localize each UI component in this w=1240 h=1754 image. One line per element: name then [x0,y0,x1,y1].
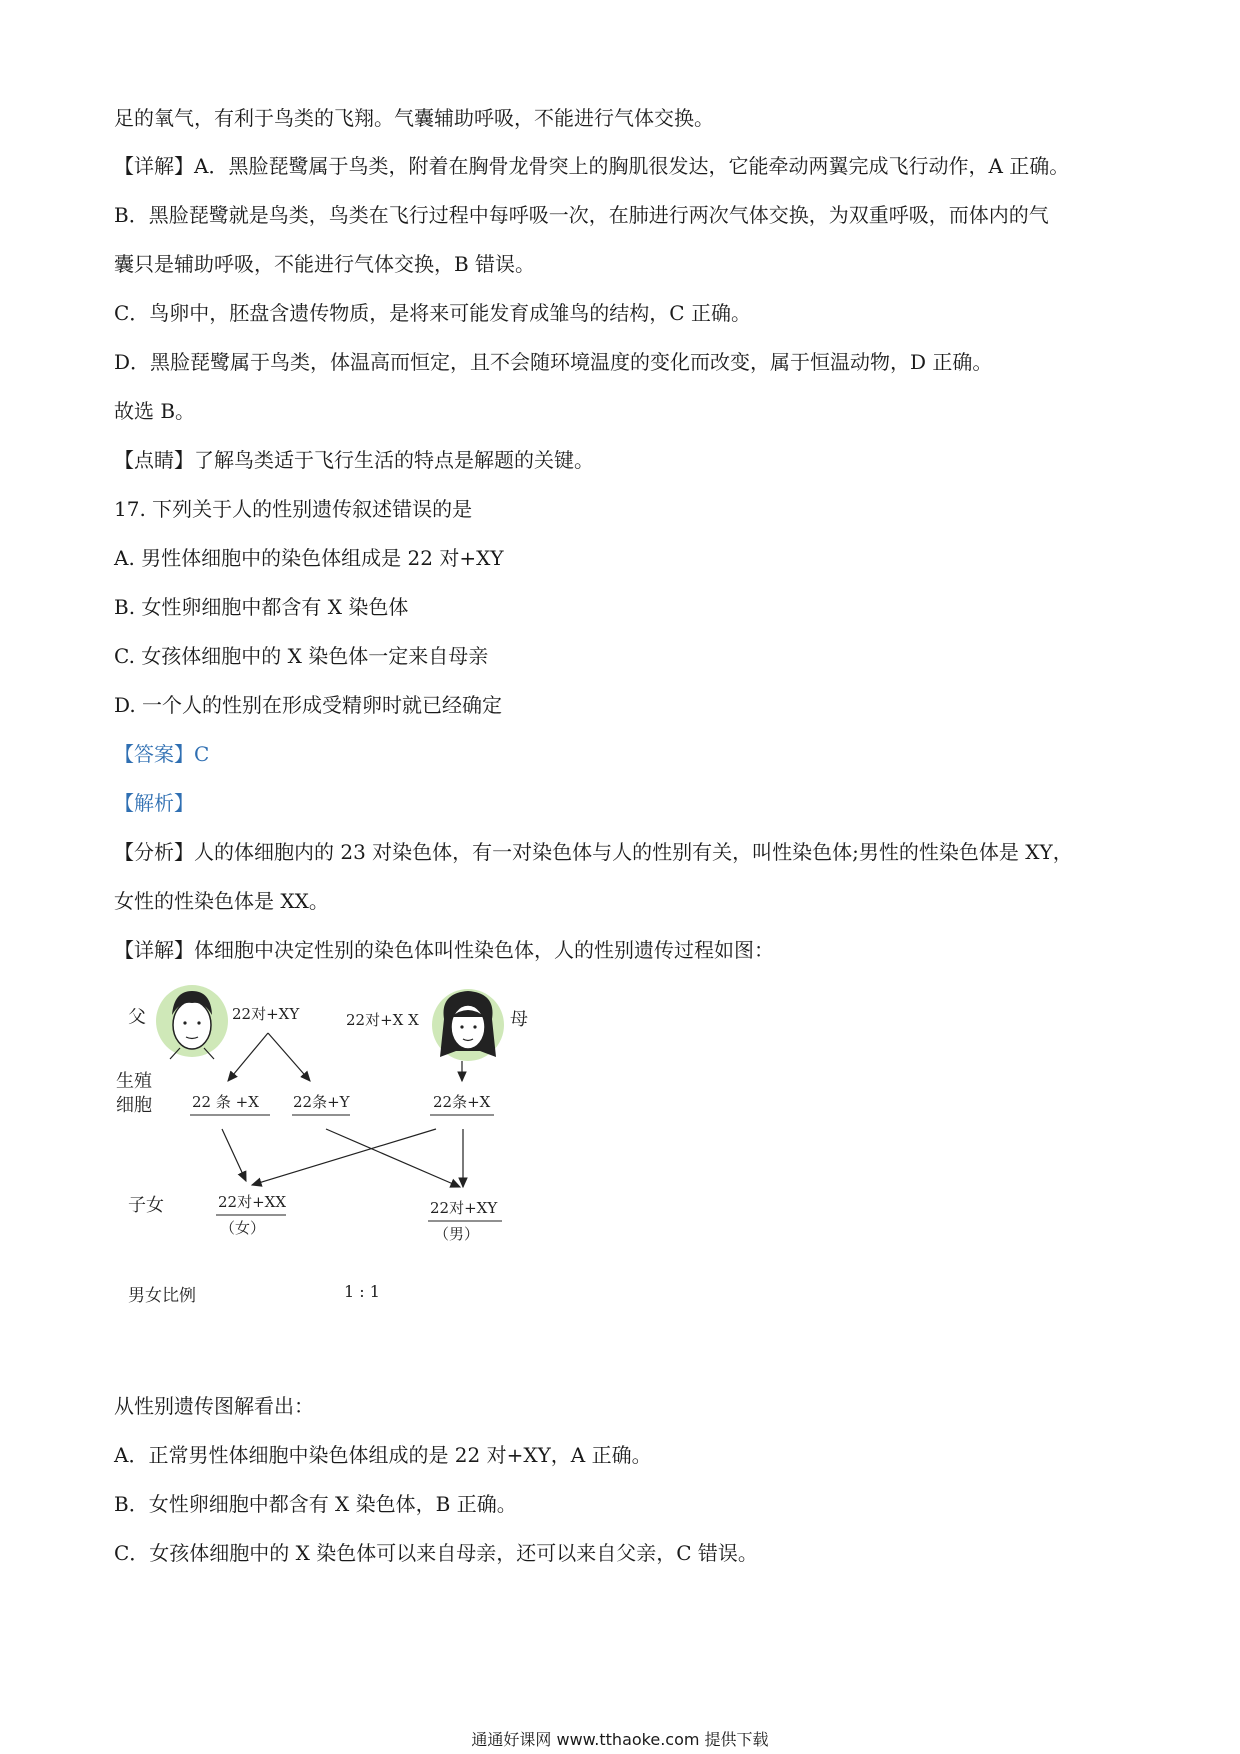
gamete-y-label: 22条+Y [293,1093,350,1111]
option-a: A. 男性体细胞中的染色体组成是 22 对+XY [114,546,504,570]
paragraph-line: 足的氧气，有利于鸟类的飞翔。气囊辅助呼吸，不能进行气体交换。 [114,106,714,130]
paragraph-line: 【详解】体细胞中决定性别的染色体叫性染色体，人的性别遗传过程如图： [114,938,774,962]
paragraph-line: 女性的性染色体是 XX。 [114,889,329,913]
father-portrait-icon [156,985,228,1059]
option-d: D. 一个人的性别在形成受精卵时就已经确定 [114,693,503,717]
germ-cell-label: 生殖 [116,1071,152,1092]
gamete-mother-label: 22条+X [433,1093,491,1111]
paragraph-line: A．正常男性体细胞中染色体组成的是 22 对+XY，A 正确。 [114,1443,652,1467]
paragraph-line: D．黑脸琵鹭属于鸟类，体温高而恒定，且不会随环境温度的变化而改变，属于恒温动物，D 正确。 [114,350,993,374]
option-b: B. 女性卵细胞中都含有 X 染色体 [114,595,409,619]
son-genotype: 22对+XY [430,1199,498,1217]
son-sex: （男） [434,1225,480,1243]
paragraph-line: B．女性卵细胞中都含有 X 染色体，B 正确。 [114,1492,517,1516]
ratio-value: 1 : 1 [344,1282,380,1301]
answer-line: 【答案】C [114,742,210,766]
daughter-sex: （女） [220,1219,266,1237]
paragraph-line: 【详解】A．黑脸琵鹭属于鸟类，附着在胸骨龙骨突上的胸肌很发达，它能牵动两翼完成飞行动作，A 正确。 [114,154,1070,178]
footer-source: 通通好课网 www.tthaoke.com 提供下载 [471,1730,769,1749]
gamete-x-label: 22 条 +X [192,1093,259,1111]
question-title: 17. 下列关于人的性别遗传叙述错误的是 [114,497,473,521]
paragraph-line: C．鸟卵中，胚盘含遗传物质，是将来可能发育成雏鸟的结构，C 正确。 [114,301,751,325]
sex-inheritance-diagram [100,975,560,1335]
paragraph-line: 【分析】人的体细胞内的 23 对染色体，有一对染色体与人的性别有关，叫性染色体;男性的性染色体是 XY， [114,840,1073,864]
children-label: 子女 [128,1195,164,1216]
option-c: C. 女孩体细胞中的 X 染色体一定来自母亲 [114,644,489,668]
father-genotype: 22对+XY [232,1005,300,1023]
mother-genotype: 22对+X X [346,1011,419,1029]
paragraph-line: 从性别遗传图解看出： [114,1394,314,1418]
daughter-genotype: 22对+XX [218,1193,287,1211]
mother-portrait-icon [432,989,504,1061]
mother-label: 母 [510,1009,528,1030]
paragraph-line: 故选 B。 [114,399,196,423]
paragraph-line: C．女孩体细胞中的 X 染色体可以来自母亲，还可以来自父亲，C 错误。 [114,1541,758,1565]
paragraph-line: 囊只是辅助呼吸，不能进行气体交换，B 错误。 [114,252,536,276]
father-label: 父 [128,1007,146,1028]
ratio-label: 男女比例 [128,1286,196,1306]
paragraph-line: B．黑脸琵鹭就是鸟类，鸟类在飞行过程中每呼吸一次，在肺进行两次气体交换，为双重呼吸，而体内的气 [114,203,1049,227]
paragraph-line: 【点睛】了解鸟类适于飞行生活的特点是解题的关键。 [114,448,594,472]
germ-cell-label: 细胞 [116,1095,152,1116]
analysis-heading: 【解析】 [114,791,194,815]
